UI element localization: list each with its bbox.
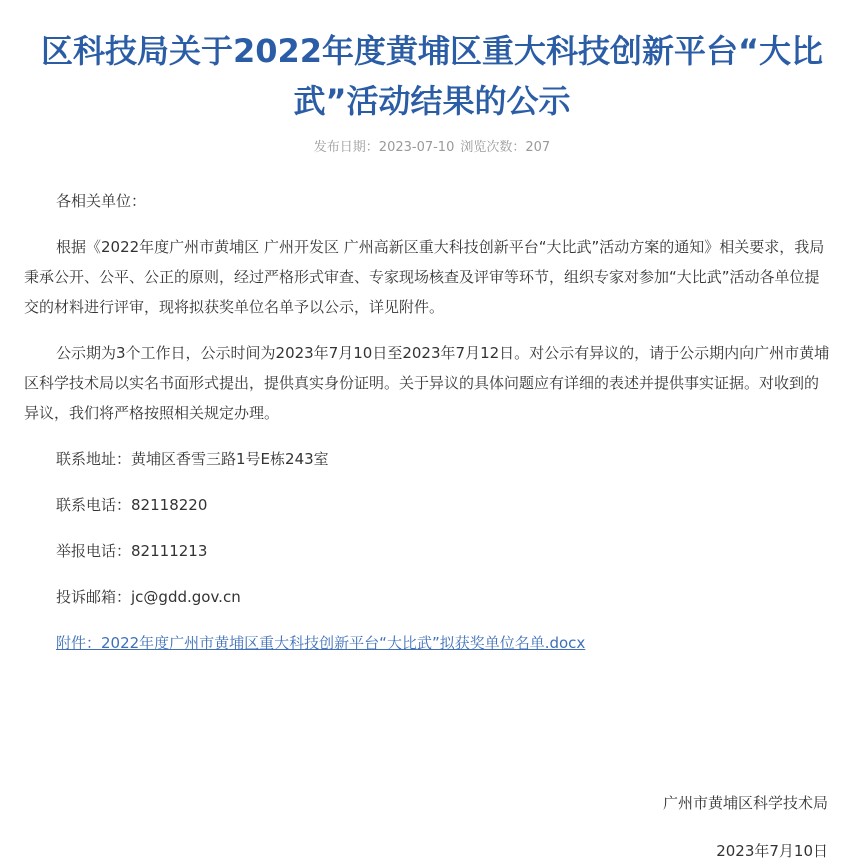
contact-phone-line: [24, 490, 832, 520]
report-phone: 82111213: [131, 542, 208, 560]
contact-address: 黄埔区香雪三路1号E栋243室: [131, 450, 329, 468]
article-content: [24, 186, 832, 658]
body-paragraph-1: 根据《2022年度广州市黄埔区 广州开发区 广州高新区重大科技创新平台“大比武”活动方案的通知》相关要求，我局秉承公开、公平、公正的原则，经过严格形式审查、专家现场核查及评审等环节，组织专家对参加“大比武”活动各单位提交的材料进行评审，现将拟获奖单位名单予以公示，详见附件。: [24, 238, 825, 316]
view-count-label: 浏览次数：: [460, 140, 526, 155]
report-phone-label: 举报电话：: [56, 542, 132, 560]
contact-phone: 82118220: [131, 496, 208, 514]
view-count: 207: [525, 140, 551, 155]
complaint-email: jc@gdd.gov.cn: [131, 588, 241, 606]
contact-address-line: [24, 444, 832, 474]
signature-organization: 广州市黄埔区科学技术局: [662, 794, 828, 812]
article-meta: [0, 139, 864, 157]
complaint-email-line: [24, 582, 832, 612]
contact-phone-label: 联系电话：: [56, 496, 132, 514]
salutation: 各相关单位：: [56, 192, 147, 210]
article-title: 区科技局关于2022年度黄埔区重大科技创新平台“大比武”活动结果的公示: [40, 32, 824, 120]
contact-address-label: 联系地址：: [56, 450, 132, 468]
report-phone-line: [24, 536, 832, 566]
publish-date: 2023-07-10: [378, 140, 455, 155]
attachment-line: [24, 628, 832, 658]
publish-date-label: 发布日期：: [313, 140, 379, 155]
signature-date: 2023年7月10日: [716, 842, 828, 860]
body-paragraph-2: 公示期为3个工作日，公示时间为2023年7月10日至2023年7月12日。对公示有异议的，请于公示期内向广州市黄埔区科学技术局以实名书面形式提出，提供真实身份证明。关于异议的具体问题应有详细的表述并提供事实证据。对收到的异议，我们将严格按照相关规定办理。: [24, 344, 830, 422]
complaint-email-label: 投诉邮箱：: [56, 588, 132, 606]
attachment-link[interactable]: 附件：2022年度广州市黄埔区重大科技创新平台“大比武”拟获奖单位名单.docx: [56, 634, 586, 652]
